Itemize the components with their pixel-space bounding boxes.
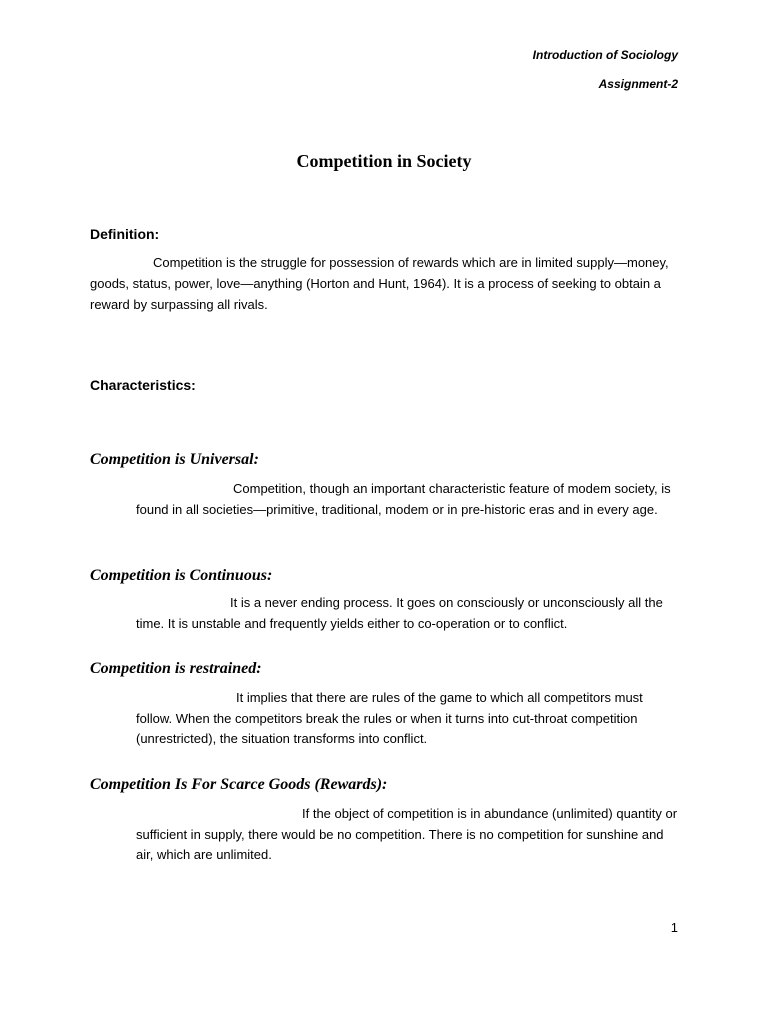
characteristic-heading-continuous: Competition is Continuous: <box>90 567 273 584</box>
header-assignment: Assignment-2 <box>598 77 678 91</box>
definition-text: Competition is the struggle for possession of rewards which are in limited supply—money, goods, status, power, love—anything (Horton and Hunt, 1964). It is a process of seeking to obtain a reward by surpassing all rivals. <box>90 255 669 312</box>
definition-heading: Definition: <box>90 226 160 242</box>
characteristic-heading-universal: Competition is Universal: <box>90 451 259 468</box>
page-number: 1 <box>670 920 678 935</box>
page-title: Competition in Society <box>296 151 472 171</box>
characteristic-text-universal: Competition, though an important characteristic feature of modem society, is found in all societies—primitive, traditional, modem or in pre-historic eras and in every age. <box>136 481 671 517</box>
characteristic-heading-restrained: Competition is restrained: <box>90 660 262 677</box>
characteristics-heading: Characteristics: <box>90 377 196 393</box>
header-course: Introduction of Sociology <box>532 48 678 62</box>
characteristic-text-continuous: It is a never ending process. It goes on consciously or unconsciously all the time. It is unstable and frequently yields either to co-operation or to conflict. <box>136 595 663 631</box>
characteristic-text-scarce-goods: If the object of competition is in abundance (unlimited) quantity or sufficient in supply, there would be no competition. There is no competition for sunshine and air, which are unlimited. <box>136 806 678 862</box>
characteristic-text-restrained: It implies that there are rules of the game to which all competitors must follow. When the competitors break the rules or when it turns into cut-throat competition (unrestricted), the situation transforms into conflict. <box>136 690 643 746</box>
characteristic-heading-scarce-goods: Competition Is For Scarce Goods (Rewards): <box>90 776 388 793</box>
